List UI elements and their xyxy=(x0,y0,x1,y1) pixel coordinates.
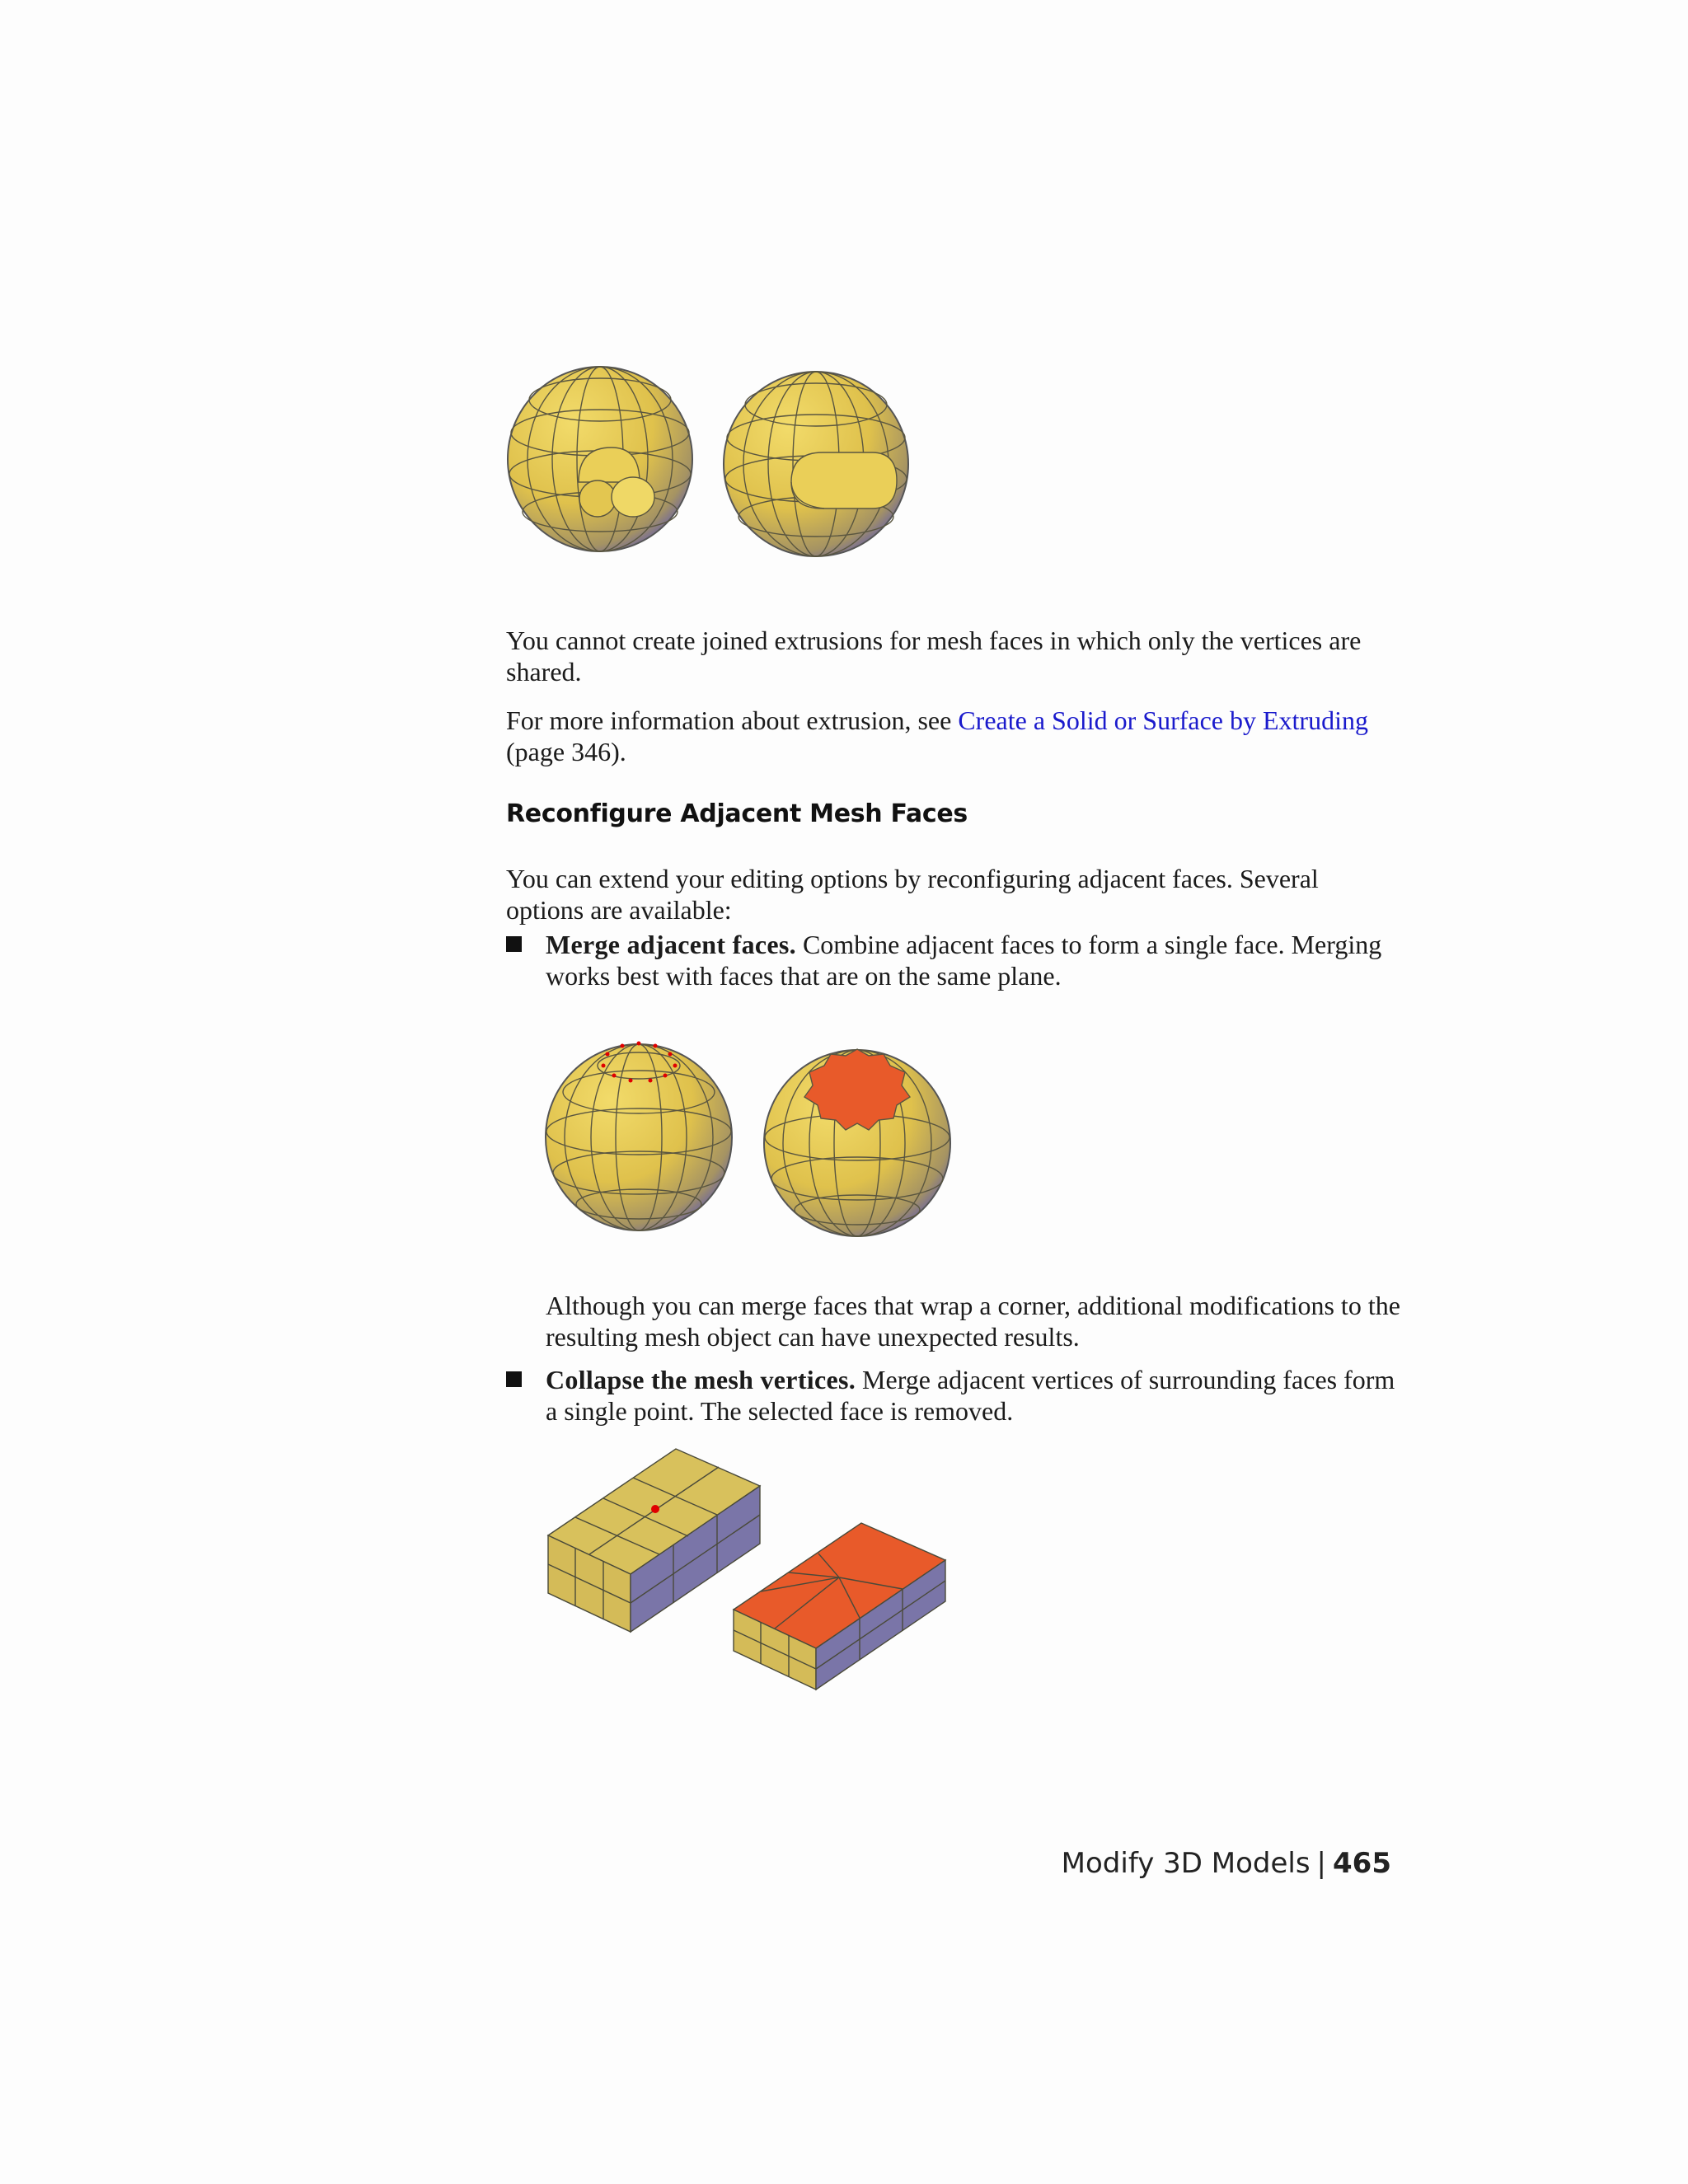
page-number: 465 xyxy=(1333,1847,1391,1880)
footer-section-title: Modify 3D Models xyxy=(1061,1847,1311,1880)
bullet-marker xyxy=(506,1371,522,1387)
selected-vertex-point xyxy=(651,1505,659,1513)
figure-collapse-vertices xyxy=(544,1449,956,1696)
bullet-collapse-vertices xyxy=(546,1364,1403,1427)
paragraph-intro: You can extend your editing options by reconfiguring adjacent faces. Several options are available: xyxy=(506,864,1319,925)
bullet-text: Combine adjacent faces to form a single face. Merging works best with faces that are on the same plane. xyxy=(546,930,1382,991)
figure-merge-faces xyxy=(540,1034,960,1249)
more-info-suffix: (page 346). xyxy=(506,737,626,766)
bullet-lead: Collapse the mesh vertices. xyxy=(546,1365,856,1394)
bullet-marker xyxy=(506,936,522,952)
joined-extrusion xyxy=(791,452,897,509)
page-footer xyxy=(1062,1847,1391,1880)
paragraph-merge-note: Although you can merge faces that wrap a corner, additional modifications to the resulting mesh object can have unexpected results. xyxy=(546,1291,1400,1352)
bullet-merge-faces xyxy=(546,929,1403,991)
box-before-collapse xyxy=(548,1449,760,1632)
sphere-right xyxy=(724,372,908,556)
sphere-before-merge xyxy=(546,1042,732,1231)
link-create-solid-by-extruding[interactable]: Create a Solid or Surface by Extruding xyxy=(958,705,1368,735)
more-info-prefix: For more information about extrusion, see xyxy=(506,705,959,735)
section-heading: Reconfigure Adjacent Mesh Faces xyxy=(506,799,968,828)
box-after-collapse xyxy=(734,1523,945,1690)
sphere-left xyxy=(508,367,692,551)
paragraph-more-info xyxy=(506,705,1396,767)
paragraph-extrusion-note: You cannot create joined extrusions for mesh faces in which only the vertices are shared. xyxy=(506,626,1362,687)
bullet-text: Merge adjacent vertices of surrounding faces form a single point. The selected face is removed. xyxy=(546,1365,1395,1426)
sphere-after-merge xyxy=(764,1049,950,1236)
bullet-lead: Merge adjacent faces. xyxy=(546,930,796,959)
figure-extruded-spheres xyxy=(503,359,915,589)
footer-separator: | xyxy=(1316,1847,1327,1880)
